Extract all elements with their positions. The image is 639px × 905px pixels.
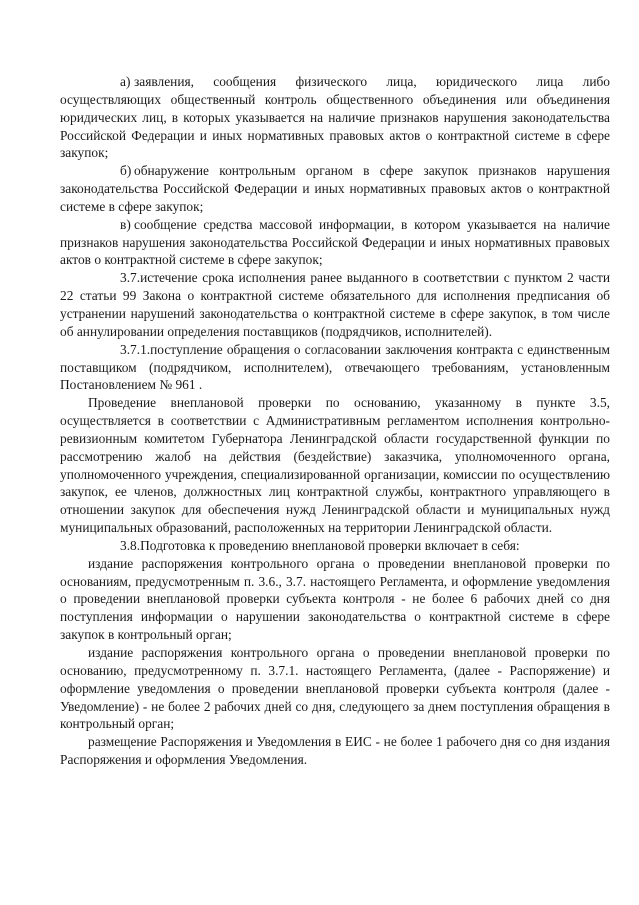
- paragraph-text: обнаружение контрольным органом в сфере закупок признаков нарушения законодательства Российской Федерации и иных нормативных правовых актов о контрактной системе в сфере закупок;: [60, 163, 610, 214]
- paragraph-number: 3.7.: [120, 270, 141, 286]
- paragraph-3-7: [60, 269, 610, 340]
- paragraph-text: поступление обращения о согласовании заключения контракта с единственным поставщиком (подрядчиком, исполнителем), отвечающего требованиям, установленным Постановлением № 961 .: [60, 341, 610, 393]
- paragraph-a: [60, 73, 610, 162]
- paragraph-order-2-days: [60, 644, 610, 733]
- paragraph-text: сообщение средства массовой информации, в котором указывается на наличие признаков нарушения законодательства Российской Федерации и иных нормативных правовых актов о контрактной системе в сфере закупок;: [60, 216, 610, 268]
- paragraph-text: Подготовка к проведению внеплановой проверки включает в себя:: [140, 537, 520, 553]
- paragraph-number: в): [120, 216, 131, 232]
- paragraph-v: [60, 216, 610, 270]
- paragraph-text: размещение Распоряжения и Уведомления в ЕИС - не более 1 рабочего дня со дня издания Распоряжения и оформления Уведомления.: [60, 734, 610, 768]
- paragraph-text: издание распоряжения контрольного органа о проведении внеплановой проверки по основанию, предусмотренному п. 3.7.1. настоящего Регламента, (далее - Распоряжение) и оформление уведомления о проведении внеплановой проверки субъекта контроля (далее - Уведомление) - не более 2 рабочих дней со дня, следующего за днем поступления обращения в контрольный орган;: [60, 645, 610, 732]
- paragraph-text: Проведение внеплановой проверки по основанию, указанному в пункте 3.5, осуществляется в соответствии с Административным регламентом исполнения контрольно-ревизионным комитетом Губернатора Ленинградской области государственной функции по рассмотрению жалоб на действия (бездействие) заказчика, уполномоченного органа, уполномоченного учреждения, специализированной организации, комиссии по осуществлению закупок, ее членов, должностных лиц контрактной службы, контрактного управляющего в отношении закупок для обеспечения нужд Ленинградской области и муниципальных нужд муниципальных образований, расположенных на территории Ленинградской области.: [60, 395, 610, 536]
- paragraph-3-7-1: [60, 341, 610, 395]
- paragraph-text: заявления, сообщения физического лица, юридического лица либо осуществляющих общественный контроль общественного объединения или объединения юридических лиц, в которых указывается на наличие признаков нарушения законодательства Российской Федерации и иных нормативных правовых актов о контрактной системе в сфере закупок;: [60, 74, 610, 161]
- paragraph-number: 3.7.1.: [120, 341, 151, 357]
- document-page: [60, 73, 610, 769]
- paragraph-number: 3.8.: [120, 537, 141, 553]
- paragraph-order-6-days: [60, 555, 610, 644]
- paragraph-b: [60, 162, 610, 216]
- paragraph-unscheduled-check: [60, 394, 610, 537]
- paragraph-eis-placement: [60, 733, 610, 769]
- paragraph-3-8: [60, 537, 610, 555]
- paragraph-text: издание распоряжения контрольного органа о проведении внеплановой проверки по основаниям, предусмотренным п. 3.6., 3.7. настоящего Регламента, и оформление уведомления о проведении внеплановой проверки субъекта контроля - не более 6 рабочих дней со дня поступления информации о нарушении законодательства о контрактной системе в сфере закупок в контрольный орган;: [60, 555, 610, 643]
- paragraph-number: а): [120, 74, 131, 89]
- paragraph-text: истечение срока исполнения ранее выданного в соответствии с пунктом 2 части 22 статьи 99 Закона о контрактной системе обязательного для исполнения предписания об устранении нарушений законодательства о контрактной системе в сфере закупок, в том числе об аннулировании определения поставщиков (подрядчиков, исполнителей).: [60, 270, 610, 339]
- paragraph-number: б): [120, 163, 132, 179]
